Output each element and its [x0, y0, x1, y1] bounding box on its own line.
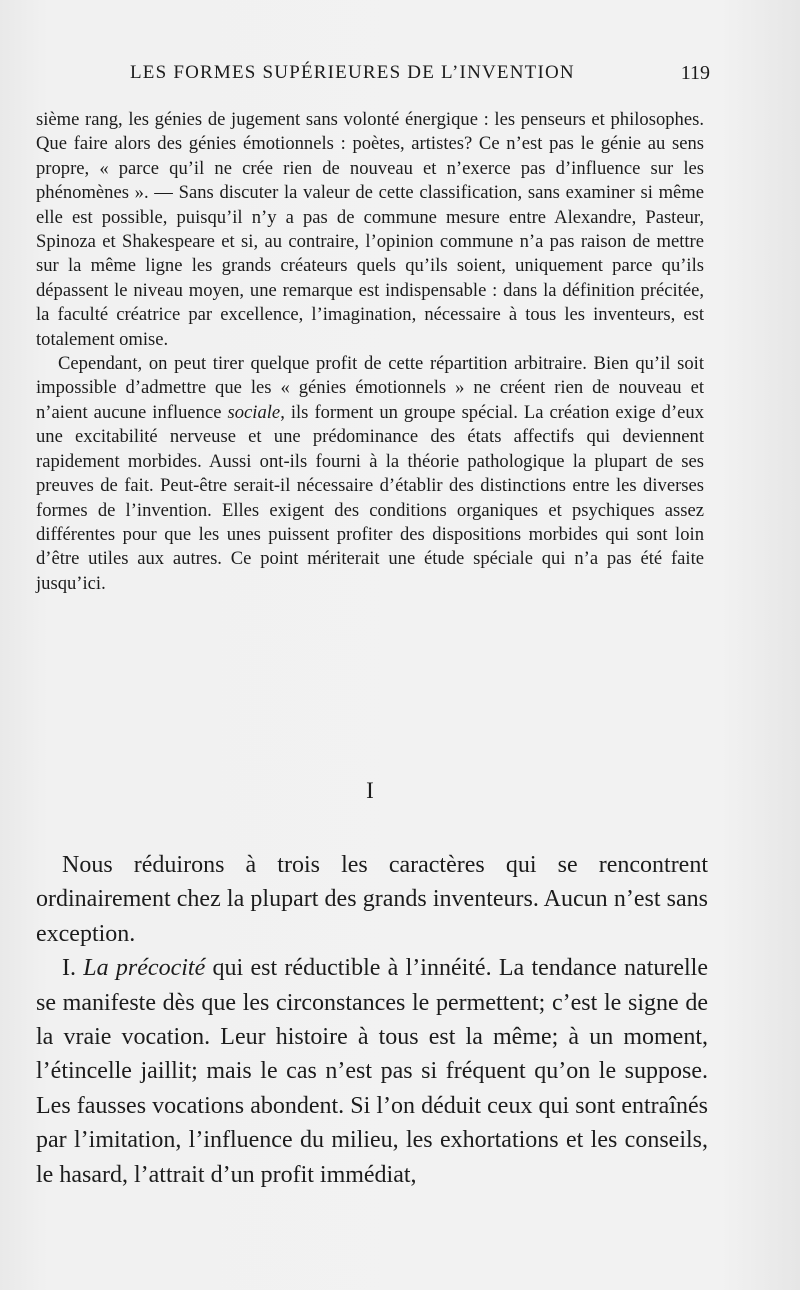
- small-paragraph-2-start: Cependant, on peut tirer quelque profit de cette répartition arbitraire. Bien qu’il soit impossible d’admettre que les « génies émotionnels » ne créent rien de nouveau et n’aient aucune influence: [36, 353, 704, 423]
- large-paragraph-2: [36, 951, 708, 1192]
- small-print-block: [36, 108, 704, 596]
- small-paragraph-2-end: , ils forment un groupe spécial. La création exige d’eux une excitabilité nerveuse et une prédominance des états affectifs qui deviennent rapidement morbides. Aussi ont-ils fourni à la théorie pathologique la plupart de ses preuves de fait. Peut-être serait-il nécessaire d’établir des distinctions entre les diverses formes de l’invention. Elles exigent des conditions organiques et psychiques assez différentes pour que les unes puissent profiter des dispositions morbides qui sont loin d’être utiles aux autres. Ce point mériterait une étude spéciale qui n’a pas été faite jusqu’ici.: [36, 401, 704, 594]
- large-print-block: [36, 848, 708, 1192]
- section-heading: I: [366, 778, 374, 803]
- running-head: [130, 62, 710, 92]
- small-paragraph-1: sième rang, les génies de jugement sans volonté énergique : les penseurs et philosophes. Que faire alors des génies émotionnels : poètes, artistes? Ce n’est pas le génie au sens propre, « parce qu’il ne crée rien de nouveau et n’exerce pas d’influence sur les phénomènes ». — Sans discuter la valeur de cette classification, sans examiner si même elle est possible, puisqu’il n’y a pas de commune mesure entre Alexandre, Pasteur, Spinoza et Shakespeare et si, au contraire, l’opinion commune n’a pas raison de mettre sur la même ligne les grands créateurs quels qu’ils soient, uniquement parce qu’ils dépassent le niveau moyen, une remarque est indispensable : dans la définition précitée, la faculté créatrice par excellence, l’imagination, nécessaire à tous les inventeurs, est totalement omise.: [36, 109, 704, 350]
- large-paragraph-1: Nous réduirons à trois les caractères qui se rencontrent ordinairement chez la plupart des grands inventeurs. Aucun n’est sans exception.: [36, 852, 708, 947]
- small-paragraph-2: [36, 352, 704, 596]
- italic-word-sociale: sociale: [227, 401, 281, 423]
- page-number: 119: [680, 62, 710, 84]
- large-paragraph-2-rest: qui est réductible à l’innéité. La tendance naturelle se manifeste dès que les circonstances le permettent; c’est le signe de la vraie vocation. Leur histoire à tous est la même; à un moment, l’étincelle jaillit; mais le cas n’est pas si fréquent qu’on le suppose. Les fausses vocations abondent. Si l’on déduit ceux qui sont entraînés par l’imitation, l’influence du milieu, les exhortations et les conseils, le hasard, l’attrait d’un profit immédiat,: [36, 955, 709, 1188]
- list-marker: I.: [62, 955, 84, 982]
- italic-term-precocite: La précocité: [83, 955, 206, 982]
- running-title: LES FORMES SUPÉRIEURES DE L’INVENTION: [130, 62, 575, 83]
